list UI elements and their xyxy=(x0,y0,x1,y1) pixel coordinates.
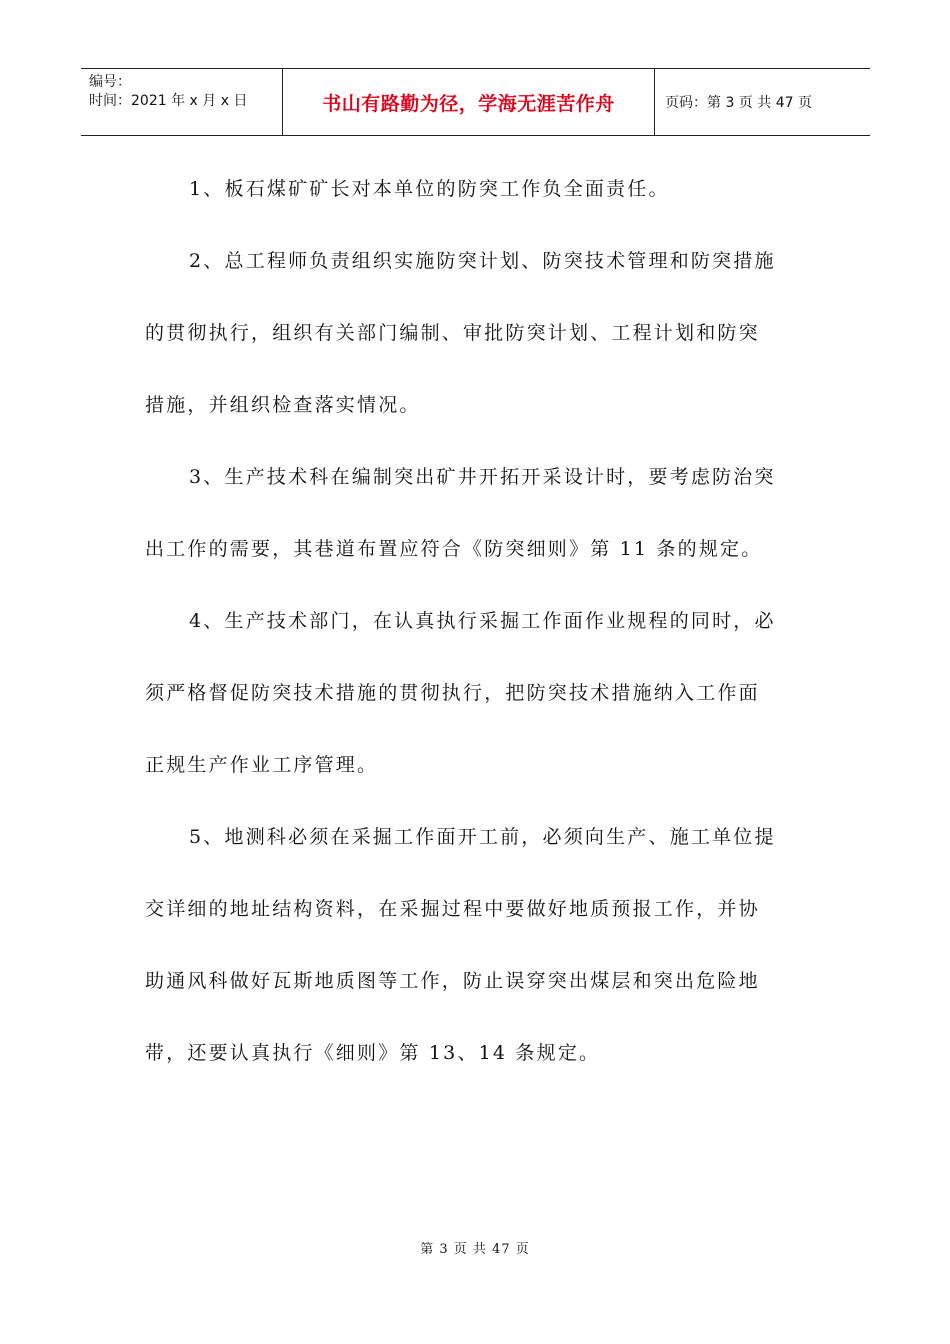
paragraph-line: 3、生产技术科在编制突出矿井开拓开采设计时，要考虑防治突 xyxy=(189,466,776,488)
paragraph-line: 1、板石煤矿矿长对本单位的防突工作负全面责任。 xyxy=(189,178,670,200)
paragraph-line: 助通风科做好瓦斯地质图等工作，防止误穿突出煤层和突出危险地 xyxy=(145,970,760,992)
paragraph-line: 4、生产技术部门，在认真执行采掘工作面作业规程的同时，必 xyxy=(189,610,776,632)
paragraph-line: 交详细的地址结构资料，在采掘过程中要做好地质预报工作，并协 xyxy=(145,898,760,920)
header-meta xyxy=(81,69,283,135)
date-label: 时间：2021 年 x 月 x 日 xyxy=(89,93,248,109)
paragraph-line: 2、总工程师负责组织实施防突计划、防突技术管理和防突措施 xyxy=(189,250,776,272)
paragraph-line: 带，还要认真执行《细则》第 13、14 条规定。 xyxy=(145,1042,601,1064)
paragraph-line: 须严格督促防突技术措施的贯彻执行，把防突技术措施纳入工作面 xyxy=(145,682,760,704)
number-label: 编号： xyxy=(89,74,131,90)
page-header xyxy=(81,68,870,136)
header-motto: 书山有路勤为径，学海无涯苦作舟 xyxy=(283,69,655,135)
paragraph-line: 正规生产作业工序管理。 xyxy=(145,754,379,776)
header-page-info: 页码：第 3 页 共 47 页 xyxy=(665,95,812,111)
page-footer: 第 3 页 共 47 页 xyxy=(420,1242,530,1257)
paragraph-line: 5、地测科必须在采掘工作面开工前，必须向生产、施工单位提 xyxy=(189,826,776,848)
paragraph-line: 出工作的需要，其巷道布置应符合《防突细则》第 11 条的规定。 xyxy=(145,538,763,560)
paragraph-line: 的贯彻执行，组织有关部门编制、审批防突计划、工程计划和防突 xyxy=(145,322,760,344)
paragraph-line: 措施，并组织检查落实情况。 xyxy=(145,394,421,416)
document-body xyxy=(145,153,805,1089)
